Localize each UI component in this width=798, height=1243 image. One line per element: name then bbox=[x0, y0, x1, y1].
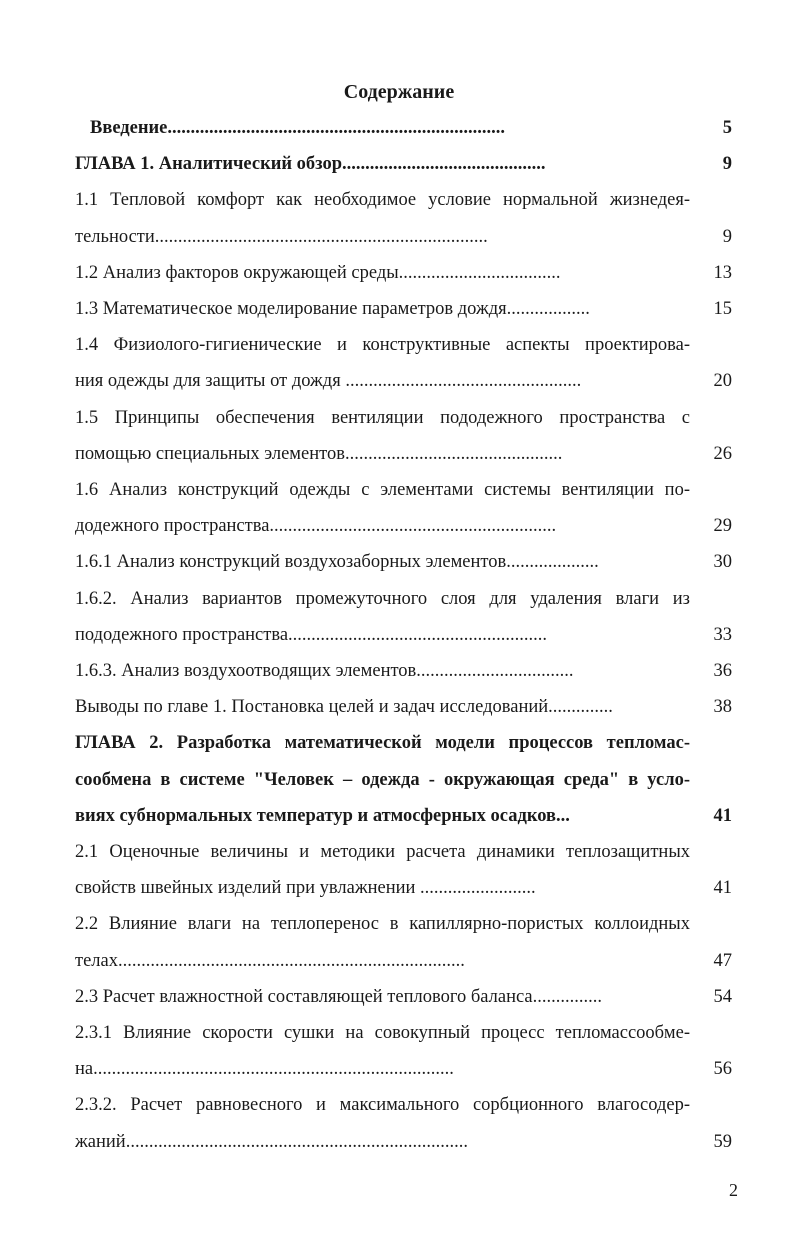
toc-page-number: 9 bbox=[722, 154, 732, 175]
toc-page-number: 41 bbox=[713, 878, 732, 899]
page-title: Содержание bbox=[343, 81, 455, 103]
toc-entry-line: телах........................................................................... bbox=[75, 950, 465, 971]
toc-page-number: 5 bbox=[722, 118, 732, 138]
toc-entry-line: 2.3 Расчет влажностной составляющей теплового баланса............... bbox=[75, 986, 602, 1007]
toc-entry-line: 1.1 Тепловой комфорт как необходимое условие нормальной жизнедея- bbox=[75, 190, 690, 211]
toc-page-number: 30 bbox=[713, 552, 732, 573]
toc-entry-line: 1.6.1 Анализ конструкций воздухозаборных элементов.................... bbox=[75, 552, 599, 573]
toc-entry-line: ГЛАВА 2. Разработка математической модели процессов тепломас- bbox=[75, 733, 690, 754]
toc-entry-line: 1.6 Анализ конструкций одежды с элементами системы вентиляции по- bbox=[75, 480, 690, 500]
toc-entry-line: 2.2 Влияние влаги на теплоперенос в капиллярно-пористых коллоидных bbox=[75, 914, 690, 935]
toc-entry-line: 1.6.2. Анализ вариантов промежуточного слоя для удаления влаги из bbox=[75, 588, 690, 609]
toc-entry-line: 1.5 Принципы обеспечения вентиляции пододежного пространства с bbox=[75, 407, 690, 428]
toc-entry-line: жаний.......................................................................... bbox=[75, 1131, 468, 1152]
toc-page-number: 36 bbox=[713, 661, 732, 681]
toc-entry-line: додежного пространства.............................................................. bbox=[75, 516, 557, 537]
toc-entry-line: пододежного пространства........................................................ bbox=[75, 624, 548, 645]
toc-entry-line: Выводы по главе 1. Постановка целей и задач исследований.............. bbox=[75, 697, 613, 718]
toc-entry-line: сообмена в системе "Человек – одежда - окружающая среда" в усло- bbox=[75, 769, 690, 790]
toc-entry-line: 1.6.3. Анализ воздухоотводящих элементов.................................. bbox=[75, 661, 574, 681]
toc-page-number: 29 bbox=[713, 516, 732, 537]
toc-entry-line: 1.3 Математическое моделирование параметров дождя.................. bbox=[75, 299, 590, 319]
toc-page-number: 38 bbox=[713, 697, 732, 718]
toc-entry-line: Введение......................................................................... bbox=[90, 118, 506, 138]
toc-entry-line: свойств швейных изделий при увлажнении ......................... bbox=[75, 878, 536, 899]
toc-entry-line: 2.3.2. Расчет равновесного и максимального сорбционного влагосодер- bbox=[75, 1095, 690, 1116]
toc-page-number: 26 bbox=[713, 443, 732, 464]
toc-entry-line: ГЛАВА 1. Аналитический обзор............................................ bbox=[75, 154, 546, 175]
toc-entry-line: 2.1 Оценочные величины и методики расчета динамики теплозащитных bbox=[75, 842, 690, 862]
toc-page-number: 33 bbox=[713, 624, 732, 645]
toc-page-number: 47 bbox=[713, 950, 732, 971]
toc-page-number: 56 bbox=[713, 1059, 732, 1080]
toc-entry-line: 2.3.1 Влияние скорости сушки на совокупный процесс тепломассообме- bbox=[75, 1023, 690, 1043]
toc-entry-line: тельности........................................................................ bbox=[75, 226, 488, 247]
toc-page-number: 41 bbox=[713, 805, 732, 826]
toc-entry-line: ния одежды для защиты от дождя ................................................... bbox=[75, 371, 582, 392]
toc-entry-line: помощью специальных элементов............................................... bbox=[75, 443, 563, 464]
toc-page-number: 20 bbox=[713, 371, 732, 392]
toc-entry-line: виях субнормальных температур и атмосферных осадков... bbox=[75, 805, 570, 826]
toc-page-number: 13 bbox=[713, 262, 732, 283]
toc-page-number: 59 bbox=[713, 1131, 732, 1152]
toc-entry-line: 1.2 Анализ факторов окружающей среды................................... bbox=[75, 262, 561, 283]
toc-entry-line: на.............................................................................. bbox=[75, 1059, 454, 1080]
toc-page-number: 54 bbox=[713, 986, 732, 1007]
toc-entry-line: 1.4 Физиолого-гигиенические и конструктивные аспекты проектирова- bbox=[75, 335, 690, 356]
toc-page-number: 15 bbox=[713, 299, 732, 319]
page-number: 2 bbox=[729, 1180, 738, 1200]
toc-page-number: 9 bbox=[722, 226, 732, 247]
